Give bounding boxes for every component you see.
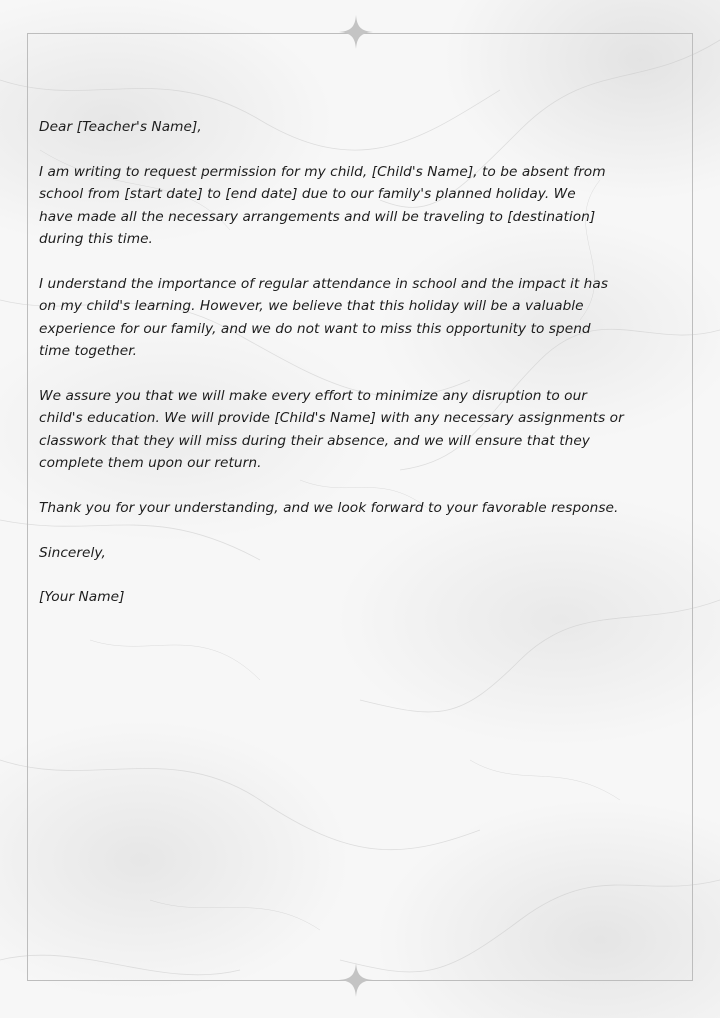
paragraph-request xyxy=(39,161,689,251)
text-line: I am writing to request permission for my child, [Child's Name], to be absent from xyxy=(39,163,606,180)
signature-text: [Your Name] xyxy=(39,589,125,606)
sparkle-icon xyxy=(339,15,373,49)
closing xyxy=(39,542,689,564)
text-line: child's education. We will provide [Child's Name] with any necessary assignments or xyxy=(39,410,624,427)
salutation xyxy=(39,116,689,138)
text-line: time together. xyxy=(39,343,138,360)
paragraph-thanks xyxy=(39,497,689,519)
signature xyxy=(39,586,689,608)
text-line: classwork that they will miss during their absence, and we will ensure that they xyxy=(39,432,590,449)
paragraph-assurance xyxy=(39,385,689,475)
text-line: on my child's learning. However, we believe that this holiday will be a valuable xyxy=(39,298,584,315)
text-line: I understand the importance of regular attendance in school and the impact it has xyxy=(39,275,609,292)
text-line: during this time. xyxy=(39,231,153,248)
letter-body xyxy=(39,116,689,631)
text-line: complete them upon our return. xyxy=(39,455,262,472)
paragraph-importance xyxy=(39,273,689,363)
closing-text: Sincerely, xyxy=(39,544,106,561)
text-line: We assure you that we will make every effort to minimize any disruption to our xyxy=(39,387,587,404)
text-line: school from [start date] to [end date] due to our family's planned holiday. We xyxy=(39,186,576,203)
text-line: have made all the necessary arrangements and will be traveling to [destination] xyxy=(39,208,596,225)
text-line: experience for our family, and we do not want to miss this opportunity to spend xyxy=(39,320,591,337)
text-line: Thank you for your understanding, and we look forward to your favorable response. xyxy=(39,499,619,516)
salutation-text: Dear [Teacher's Name], xyxy=(39,119,202,135)
sparkle-icon xyxy=(339,963,373,997)
